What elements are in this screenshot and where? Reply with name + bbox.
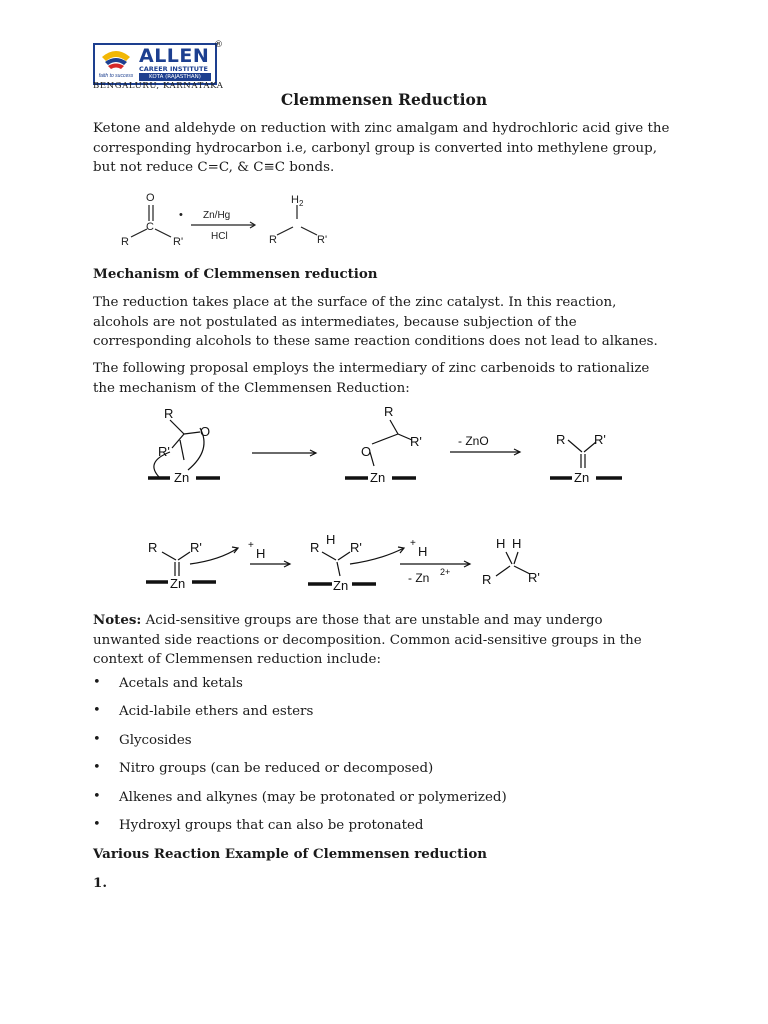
label-plus: + — [410, 538, 416, 549]
list-item-text: Nitro groups (can be reduced or decomposed) — [119, 761, 434, 776]
bullet-icon: • — [93, 789, 101, 804]
label-r-prime: R' — [190, 540, 202, 555]
label-r: R — [310, 540, 320, 555]
label-hydrogen: H — [326, 532, 336, 547]
notes-paragraph — [93, 611, 673, 670]
reactant-carbon: C — [146, 221, 154, 233]
reagent-zn-charge: 2+ — [440, 567, 451, 577]
label-hydrogen: H — [512, 536, 522, 551]
list-item-text: Alkenes and alkynes (may be protonated or polymerized) — [119, 790, 507, 805]
bullet-icon: • — [93, 760, 101, 775]
reaction-dot: • — [179, 209, 183, 221]
reagent-hcl: HCl — [211, 231, 228, 242]
reactant-oxygen: O — [146, 192, 155, 204]
bullet-icon: • — [93, 732, 101, 747]
label-r: R — [482, 572, 492, 587]
allen-logo — [93, 43, 217, 85]
city-label: BENGALURU, KARNATAKA — [93, 81, 224, 91]
registered-mark: ® — [214, 40, 223, 50]
label-zinc: Zn — [174, 470, 190, 485]
label-oxygen: O — [200, 424, 211, 439]
notes-label: Notes: — [93, 612, 142, 628]
product-r: R — [269, 234, 277, 246]
label-oxygen: O — [361, 444, 372, 459]
list-item-text: Acetals and ketals — [119, 676, 243, 691]
label-r: R — [556, 432, 566, 447]
list-item-text: Glycosides — [119, 733, 192, 748]
mechanism-paragraph-1: The reduction takes place at the surface of the zinc catalyst. In this reaction, alcohols are not postulated as intermediates, because subjection of the corresponding alcohols to these same reaction conditions does not lead to alkanes. — [93, 295, 658, 349]
reagent-zn-hg: Zn/Hg — [203, 210, 231, 221]
label-zinc: Zn — [170, 576, 186, 591]
label-hydrogen: H — [418, 544, 428, 559]
product-hydrogen: H — [291, 194, 299, 206]
label-zinc: Zn — [370, 470, 386, 485]
list-item-text: Hydroxyl groups that can also be protonated — [119, 818, 424, 833]
label-plus: + — [248, 540, 254, 551]
logo-location-band: KOTA (RAJASTHAN) — [139, 73, 211, 81]
list-item-text: Acid-labile ethers and esters — [119, 704, 314, 719]
label-r-prime: R' — [158, 444, 170, 459]
product-r-prime: R' — [317, 234, 328, 246]
mechanism-heading: Mechanism of Clemmensen reduction — [93, 266, 378, 282]
mechanism-scheme-row-1 — [140, 400, 640, 495]
label-hydrogen: H — [496, 536, 506, 551]
reagent-minus-zn: - Zn — [408, 571, 430, 585]
logo-tagline: faith to success — [98, 73, 134, 79]
mechanism-paragraph-2: The following proposal employs the intermediary of zinc carbenoids to rationalize the mechanism of the Clemmensen Reduction: — [93, 361, 650, 396]
label-r-prime: R' — [528, 570, 540, 585]
logo-brand: ALLEN — [139, 45, 210, 67]
reactant-r: R — [121, 236, 129, 248]
label-hydrogen: H — [256, 546, 266, 561]
label-zinc: Zn — [333, 578, 349, 593]
clemmensen-reaction-diagram — [113, 183, 363, 258]
example-number: 1. — [93, 875, 107, 891]
logo-institute: CAREER INSTITUTE — [139, 65, 208, 73]
examples-heading: Various Reaction Example of Clemmensen reduction — [93, 846, 488, 862]
reagent-minus-zno: - ZnO — [458, 434, 489, 448]
label-r-prime: R' — [350, 540, 362, 555]
label-r: R — [148, 540, 158, 555]
intro-paragraph: Ketone and aldehyde on reduction with zinc amalgam and hydrochloric acid give the corresponding hydrocarbon i.e, carbonyl group is converted into methylene group, but not reduce C=C, & C≡C bonds. — [93, 121, 670, 175]
label-r: R — [384, 404, 394, 419]
page-title: Clemmensen Reduction — [280, 90, 488, 109]
reactant-r-prime: R' — [173, 236, 184, 248]
product-hydrogen-subscript: 2 — [299, 199, 304, 208]
label-r-prime: R' — [594, 432, 606, 447]
label-r: R — [164, 406, 174, 421]
notes-text: Acid-sensitive groups are those that are unstable and may undergo unwanted side reactions or decomposition. Common acid-sensitive groups in the context of Clemmensen reduction include: — [93, 613, 642, 667]
bullet-icon: • — [93, 703, 101, 718]
allen-emblem-icon — [98, 47, 134, 79]
bullet-icon: • — [93, 675, 101, 690]
label-r-prime: R' — [410, 434, 422, 449]
bullet-icon: • — [93, 817, 101, 832]
mechanism-scheme-row-2 — [140, 530, 560, 598]
label-zinc: Zn — [574, 470, 590, 485]
